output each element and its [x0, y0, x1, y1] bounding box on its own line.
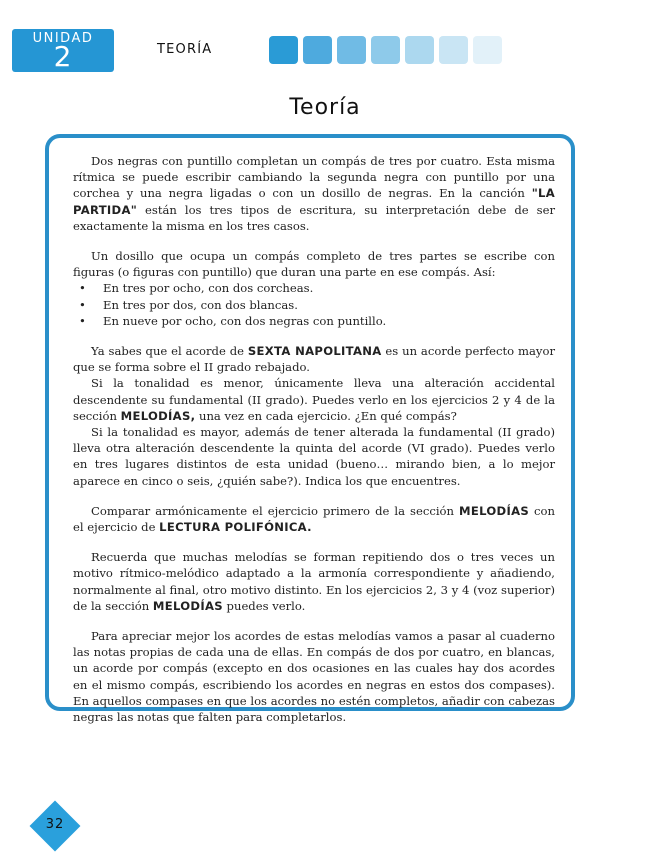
paragraph-5: Si la tonalidad es mayor, además de tener alterada la fundamental (II grado) lleva otra alteración descendente la quinta del acorde (VI grado). Puedes verlo en tres lugares distintos de esta unidad (bueno… mirando bien, a lo mejor aparece en cinco o seis, ¿quién sabe?). Indica los que encuentres.	[73, 425, 555, 488]
unit-badge	[12, 29, 114, 72]
paragraph-3-text-c: es un acorde perfecto mayor que se forma sobre el II grado rebajado.	[73, 344, 556, 375]
paragraph-6-text-c: con el ejercicio de	[73, 503, 555, 535]
page-number: 32	[45, 817, 65, 832]
swatch-5	[405, 36, 434, 64]
swatch-1	[269, 36, 298, 64]
page-title: Teoría	[289, 95, 361, 120]
paragraph-4-text-a: Si la tonalidad es menor, únicamente lleva una alteración accidental descendente su fundamental (II grado). Puedes verlo en los ejercicios 2 y 4 de la sección	[73, 376, 555, 423]
list-item: • En nueve por ocho, con dos negras con puntillo.	[73, 313, 555, 329]
bullet-list	[73, 280, 555, 329]
list-item: • En tres por ocho, con dos corcheas.	[73, 280, 555, 296]
paragraph-7-text-a: Recuerda que muchas melodías se forman repitiendo dos o tres veces un motivo rítmico-melódico adaptado a la armonía correspondiente y añadiendo, normalmente al final, otro motivo distinto. En los ejercicios 2, 3 y 4 (voz superior) de la sección	[73, 550, 555, 613]
paragraph-6	[73, 503, 555, 535]
paragraph-4-text-c: una vez en cada ejercicio. ¿En qué compás?	[195, 408, 457, 423]
paragraph-1-text-a: Dos negras con puntillo completan un compás de tres por cuatro. Esta misma rítmica se puede escribir cambiando la segunda negra con puntillo por una corchea y una negra ligadas o con un dosillo de negras. En la canción	[73, 154, 555, 201]
paragraph-3-text-a: Ya sabes que el acorde de	[91, 344, 248, 359]
swatch-2	[303, 36, 332, 64]
paragraph-1-text-c: están los tres tipos de escritura, su interpretación debe de ser exactamente la misma en los tres casos.	[73, 202, 555, 233]
paragraph-7-text-c: puedes verlo.	[222, 598, 306, 613]
paragraph-6-text-a: Comparar armónicamente el ejercicio primero de la sección	[91, 503, 460, 518]
swatch-3	[337, 36, 366, 64]
theory-text	[73, 153, 555, 725]
song-title-la-partida: "LA PARTIDA"	[73, 186, 555, 217]
swatch-7	[473, 36, 502, 64]
swatch-6	[439, 36, 468, 64]
term-sexta-napolitana: SEXTA NAPOLITANA	[247, 344, 382, 359]
paragraph-2: Un dosillo que ocupa un compás completo de tres partes se escribe con figuras (o figuras con puntillo) que duran una parte en ese compás. Así:	[73, 249, 555, 280]
paragraph-3	[73, 343, 555, 375]
section-ref-melodias: MELODÍAS	[152, 598, 223, 613]
unit-label: UNIDAD	[32, 31, 94, 46]
paragraph-8: Para apreciar mejor los acordes de estas melodías vamos a pasar al cuaderno las notas propias de cada una de ellas. En compás de dos por cuatro, en blancas, un acorde por compás (excepto en dos ocasiones en las cuales hay dos acordes en el mismo compás, escribiendo los acordes en negras en estos dos compases). En aquellos compases en que los acordes no estén completos, añadir con cabezas negras las notas que falten para completarlos.	[73, 629, 555, 725]
section-ref-melodias: MELODÍAS,	[120, 408, 196, 423]
paragraph-7	[73, 549, 555, 614]
section-label: TEORÍA	[157, 42, 213, 57]
section-ref-melodias: MELODÍAS	[459, 503, 529, 518]
swatch-4	[371, 36, 400, 64]
unit-number: 2	[53, 40, 73, 73]
paragraph-4	[73, 375, 555, 424]
list-item: • En tres por dos, con dos blancas.	[73, 297, 555, 313]
section-ref-lectura-polifonica: LECTURA POLIFÓNICA.	[159, 520, 312, 535]
paragraph-1	[73, 153, 555, 234]
